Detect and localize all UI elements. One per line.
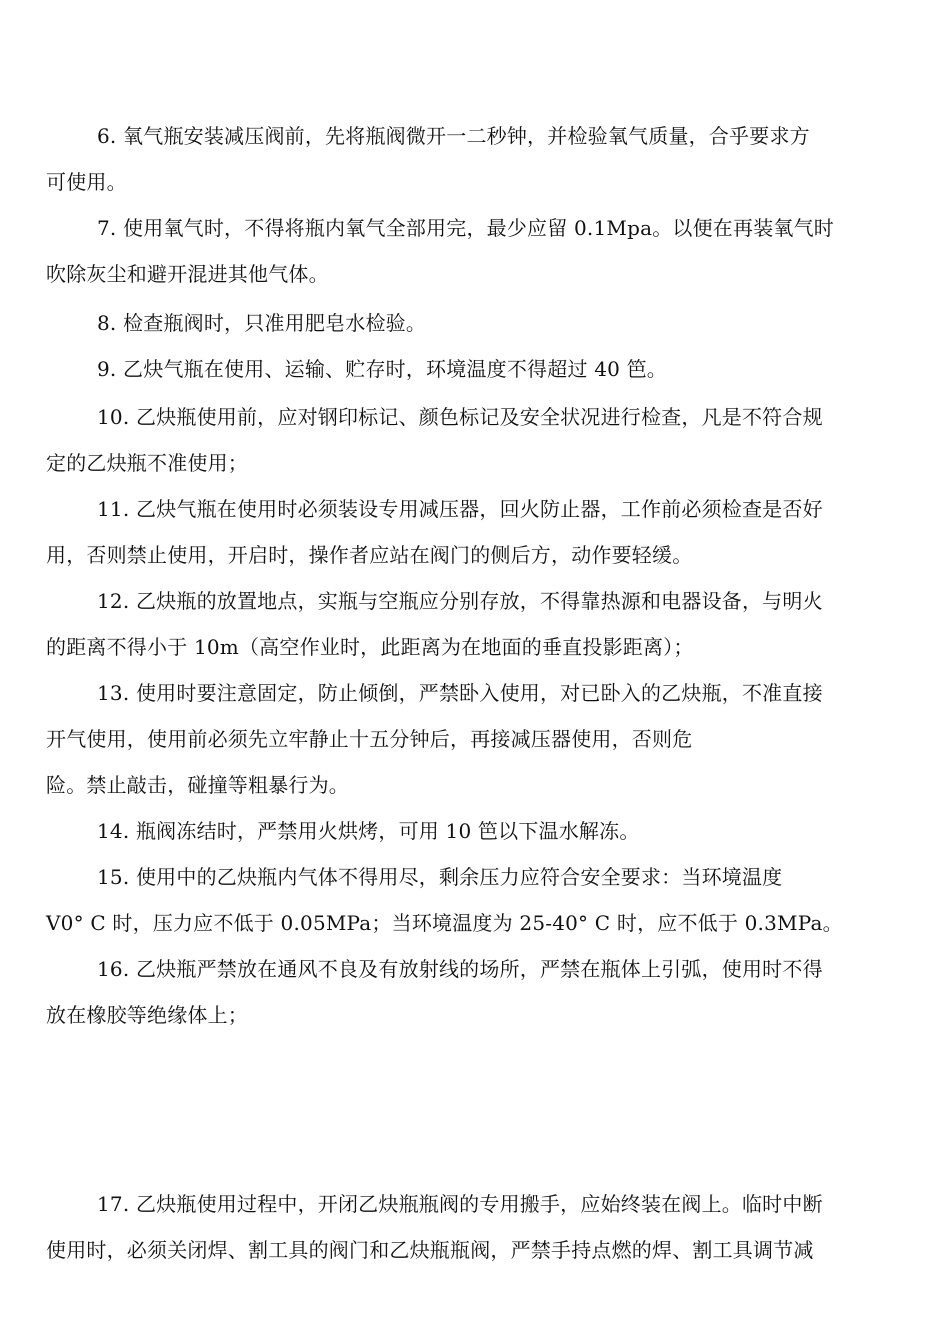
paragraph-6-line-2: 可使用。 (46, 170, 127, 194)
paragraph-7-line-2: 吹除灰尘和避开混进其他气体。 (46, 262, 329, 286)
paragraph-11-line-2: 用，否则禁止使用，开启时，操作者应站在阀门的侧后方，动作要轻缓。 (46, 543, 693, 567)
paragraph-17-line-2: 使用时，必须关闭焊、割工具的阀门和乙炔瓶瓶阀，严禁手持点燃的焊、割工具调节减 (46, 1238, 814, 1262)
paragraph-12-line-2: 的距离不得小于 10m（高空作业时，此距离为在地面的垂直投影距离）； (46, 635, 694, 659)
paragraph-10-line-2: 定的乙炔瓶不准使用； (46, 451, 248, 475)
paragraph-10-line-1: 10. 乙炔瓶使用前，应对钢印标记、颜色标记及安全状况进行检查，凡是不符合规 (97, 405, 823, 429)
paragraph-14-line-1: 14. 瓶阀冻结时，严禁用火烘烤，可用 10 笆以下温水解冻。 (97, 819, 640, 843)
paragraph-17-line-1: 17. 乙炔瓶使用过程中，开闭乙炔瓶瓶阀的专用搬手，应始终装在阀上。临时中断 (97, 1192, 823, 1216)
paragraph-13-line-3: 险。禁止敲击，碰撞等粗暴行为。 (46, 773, 349, 797)
paragraph-16-line-2: 放在橡胶等绝缘体上； (46, 1003, 248, 1027)
paragraph-13-line-1: 13. 使用时要注意固定，防止倾倒，严禁卧入使用，对已卧入的乙炔瓶，不准直接 (97, 681, 823, 705)
paragraph-11-line-1: 11. 乙炔气瓶在使用时必须装设专用减压器，回火防止器，工作前必须检查是否好 (97, 497, 823, 521)
paragraph-7-line-1: 7. 使用氧气时，不得将瓶内氧气全部用完，最少应留 0.1Mpa。以便在再装氧气时 (97, 216, 835, 240)
paragraph-15-line-1: 15. 使用中的乙炔瓶内气体不得用尽，剩余压力应符合安全要求：当环境温度 (97, 865, 783, 889)
paragraph-16-line-1: 16. 乙炔瓶严禁放在通风不良及有放射线的场所，严禁在瓶体上引弧，使用时不得 (97, 957, 823, 981)
paragraph-8-line-1: 8. 检查瓶阀时，只准用肥皂水检验。 (97, 311, 427, 335)
paragraph-12-line-1: 12. 乙炔瓶的放置地点，实瓶与空瓶应分别存放，不得靠热源和电器设备，与明火 (97, 589, 823, 613)
paragraph-15-line-2: V0° C 时，压力应不低于 0.05MPa；当环境温度为 25-40° C 时，应不低于 0.3MPa。 (46, 911, 843, 935)
paragraph-13-line-2: 开气使用，使用前必须先立牢静止十五分钟后，再接减压器使用，否则危 (46, 727, 693, 751)
paragraph-6-line-1: 6. 氧气瓶安装减压阀前，先将瓶阀微开一二秒钟，并检验氧气质量，合乎要求方 (97, 124, 810, 148)
paragraph-9-line-1: 9. 乙炔气瓶在使用、运输、贮存时，环境温度不得超过 40 笆。 (97, 357, 668, 381)
